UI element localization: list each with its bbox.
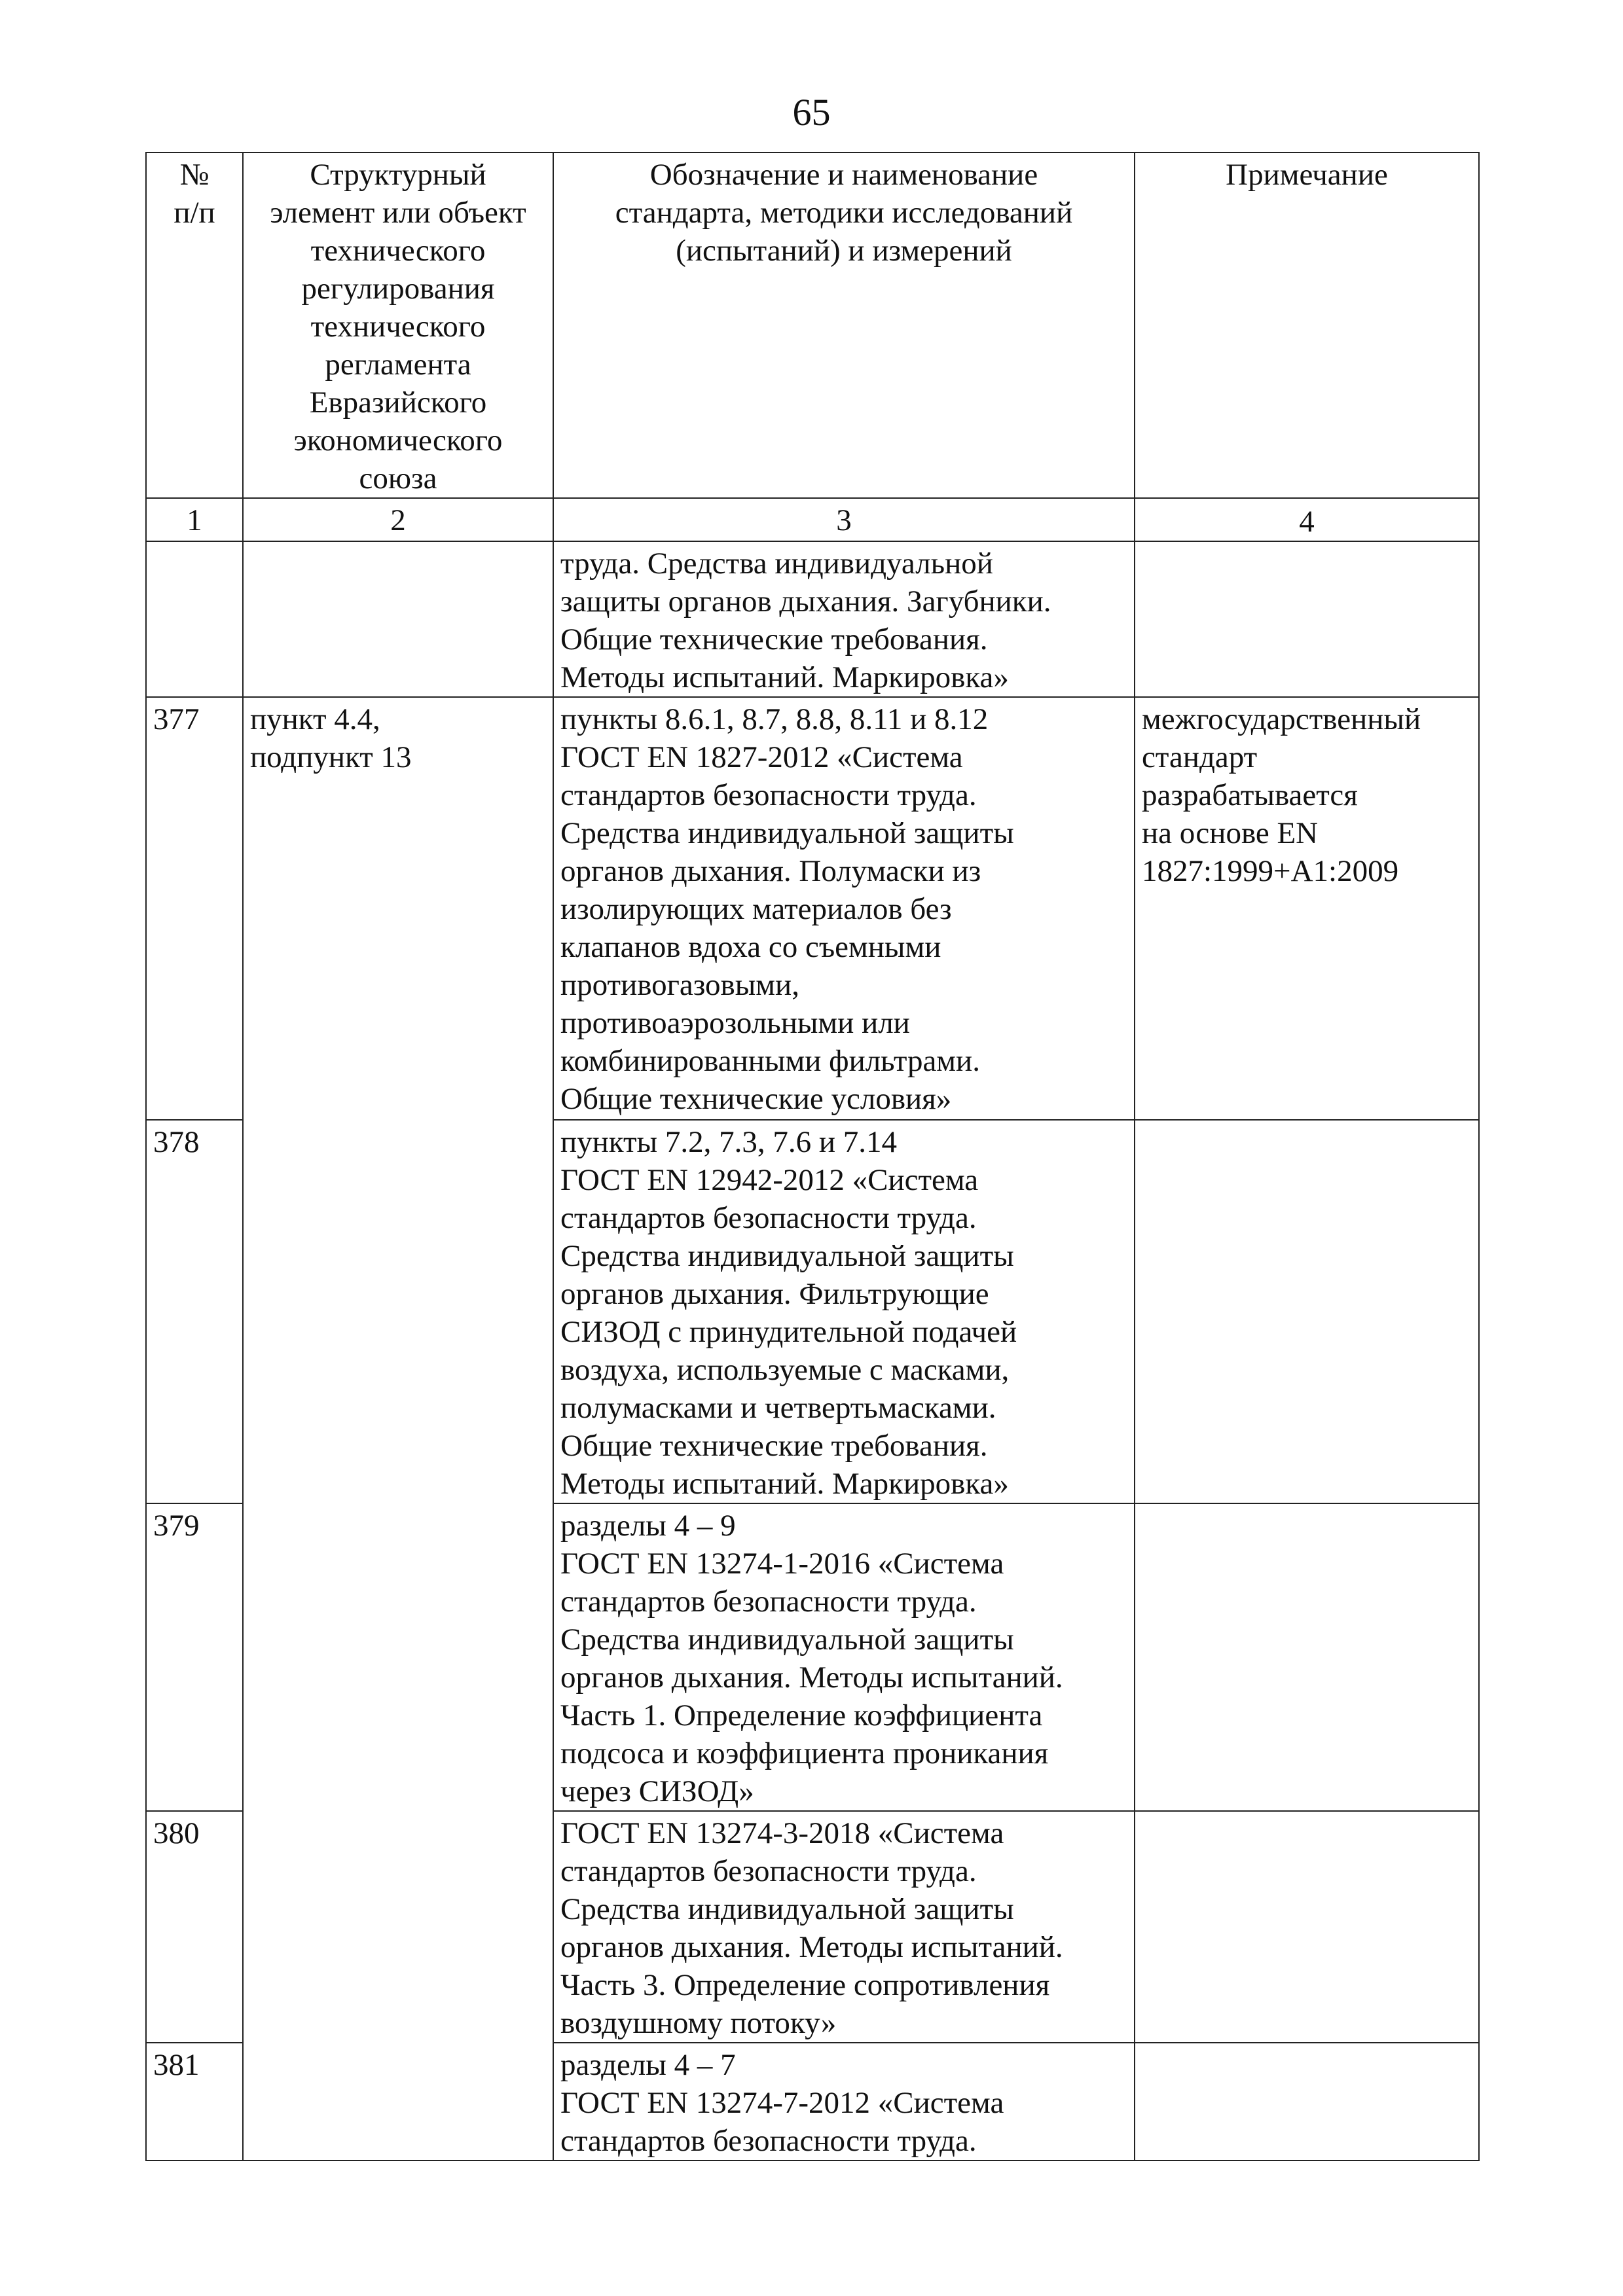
row-element: пункт 4.4, подпункт 13	[243, 697, 553, 1120]
header-structural-element: Структурный элемент или объект технического регулирования технического регламента Евразийского экономического союза	[243, 152, 553, 498]
row-element	[243, 2043, 553, 2161]
row-element	[243, 1811, 553, 2043]
column-number-4: 4	[1135, 498, 1479, 541]
row-note: межгосударственный стандарт разрабатывается на основе EN 1827:1999+A1:2009	[1135, 697, 1479, 1120]
column-number-3: 3	[553, 498, 1135, 541]
row-standard: разделы 4 – 9 ГОСТ EN 13274-1-2016 «Система стандартов безопасности труда. Средства индивидуальной защиты органов дыхания. Методы испытаний. Часть 1. Определение коэффициента подсоса и коэффициента проникания через СИЗОД»	[553, 1503, 1135, 1811]
row-note	[1135, 2043, 1479, 2161]
column-number-2: 2	[243, 498, 553, 541]
row-standard: труда. Средства индивидуальной защиты органов дыхания. Загубники. Общие технические требования. Методы испытаний. Маркировка»	[553, 541, 1135, 697]
table-row	[146, 1811, 1479, 2043]
row-standard: пункты 8.6.1, 8.7, 8.8, 8.11 и 8.12 ГОСТ EN 1827-2012 «Система стандартов безопасности труда. Средства индивидуальной защиты органов дыхания. Полумаски из изолирующих материалов без клапанов вдоха со съемными противогазовыми, противоаэрозольными или комбинированными фильтрами. Общие технические условия»	[553, 697, 1135, 1120]
column-number-row	[146, 498, 1479, 541]
row-note	[1135, 1120, 1479, 1503]
row-standard: пункты 7.2, 7.3, 7.6 и 7.14 ГОСТ EN 12942-2012 «Система стандартов безопасности труда. Средства индивидуальной защиты органов дыхания. Фильтрующие СИЗОД с принудительной подачей воздуха, используемые с масками, полумасками и четвертьмасками. Общие технические требования. Методы испытаний. Маркировка»	[553, 1120, 1135, 1503]
header-row	[146, 152, 1479, 498]
row-element	[243, 1503, 553, 1811]
row-note	[1135, 541, 1479, 697]
table-row	[146, 1120, 1479, 1503]
row-element	[243, 1120, 553, 1503]
column-number-1: 1	[146, 498, 243, 541]
row-number: 380	[146, 1811, 243, 2043]
table-row	[146, 1503, 1479, 1811]
row-number: 378	[146, 1120, 243, 1503]
table-row	[146, 2043, 1479, 2161]
row-number: 381	[146, 2043, 243, 2161]
standards-table	[145, 152, 1480, 2161]
row-number: 377	[146, 697, 243, 1120]
header-standard: Обозначение и наименование стандарта, методики исследований (испытаний) и измерений	[553, 152, 1135, 498]
table-row	[146, 541, 1479, 697]
row-standard: разделы 4 – 7 ГОСТ EN 13274-7-2012 «Система стандартов безопасности труда.	[553, 2043, 1135, 2161]
row-note	[1135, 1811, 1479, 2043]
row-number: 379	[146, 1503, 243, 1811]
row-note	[1135, 1503, 1479, 1811]
row-element	[243, 541, 553, 697]
header-note: Примечание	[1135, 152, 1479, 498]
page-number: 65	[792, 91, 831, 134]
row-standard: ГОСТ EN 13274-3-2018 «Система стандартов безопасности труда. Средства индивидуальной защиты органов дыхания. Методы испытаний. Часть 3. Определение сопротивления воздушному потоку»	[553, 1811, 1135, 2043]
table-row	[146, 697, 1479, 1120]
header-number: № п/п	[146, 152, 243, 498]
row-number	[146, 541, 243, 697]
